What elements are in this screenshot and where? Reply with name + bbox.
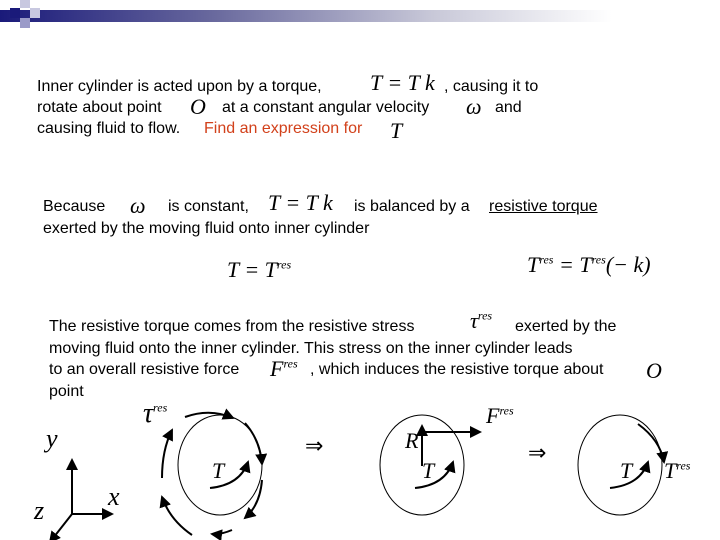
F: F [486, 403, 500, 428]
resistive-torque-arrow [638, 424, 664, 462]
text: exerted by the [515, 318, 617, 335]
sup: res [539, 252, 554, 267]
text: The resistive torque comes from the resistive stress [49, 318, 415, 335]
y-label: y [46, 424, 58, 453]
implies-arrow: ⇒ [305, 433, 324, 458]
eq: T = T [227, 257, 277, 282]
stress-arrow [212, 530, 232, 534]
sup: res [499, 403, 514, 418]
sup: res [477, 308, 493, 323]
text: resistive torque [489, 198, 598, 215]
text: exerted by the moving fluid onto inner cylinder [43, 220, 370, 237]
math-O: O [646, 358, 662, 383]
text: is constant, [168, 198, 249, 215]
stress-arrow [245, 423, 262, 464]
sup: res [276, 257, 292, 272]
eq: T [527, 252, 540, 277]
text: moving fluid onto the inner cylinder. This stress on the inner cylinder leads [49, 340, 573, 357]
eq: = T [558, 252, 592, 277]
force-label [486, 403, 514, 429]
tau: τ [143, 398, 154, 429]
stress-arrow [162, 497, 192, 535]
text: Because [43, 198, 106, 215]
sup: res [676, 458, 691, 473]
text: rotate about point [37, 99, 162, 116]
text: is balanced by a [354, 198, 470, 215]
highlight-text: Find an expression for [204, 120, 363, 137]
radius-label: R [405, 428, 419, 453]
text: at a constant angular velocity [222, 99, 430, 116]
resistive-torque-label [664, 458, 690, 484]
math-omega: ω [130, 193, 146, 218]
z-axis-arrow [50, 514, 72, 540]
T: T [664, 458, 677, 483]
math-torque: T = T k [268, 190, 333, 215]
text: and [495, 99, 522, 116]
math-O: O [190, 94, 206, 119]
F: F [270, 356, 284, 381]
text: causing fluid to flow. [37, 120, 181, 137]
tau: τ [470, 308, 478, 333]
text: Inner cylinder is acted upon by a torque, [37, 78, 322, 95]
math-T: T [390, 118, 403, 143]
torque-label: T [620, 458, 633, 483]
text: to an overall resistive force [49, 361, 240, 378]
math-omega: ω [466, 94, 482, 119]
text: , causing it to [444, 78, 539, 95]
implies-arrow: ⇒ [528, 440, 547, 465]
math-torque: T = T k [370, 70, 435, 95]
torque-label: T [422, 458, 435, 483]
stress-arrow [162, 430, 172, 478]
x-label: x [108, 482, 120, 511]
text: point [49, 383, 84, 400]
torque-label: T [212, 458, 225, 483]
sup: res [591, 252, 606, 267]
stress-arrow [245, 480, 262, 518]
tau-res-label [143, 398, 167, 430]
text: , which induces the resistive torque about [310, 361, 604, 378]
eq: (− k) [605, 252, 651, 277]
z-label: z [34, 496, 45, 525]
sup: res [283, 356, 298, 371]
sup: res [153, 400, 168, 415]
